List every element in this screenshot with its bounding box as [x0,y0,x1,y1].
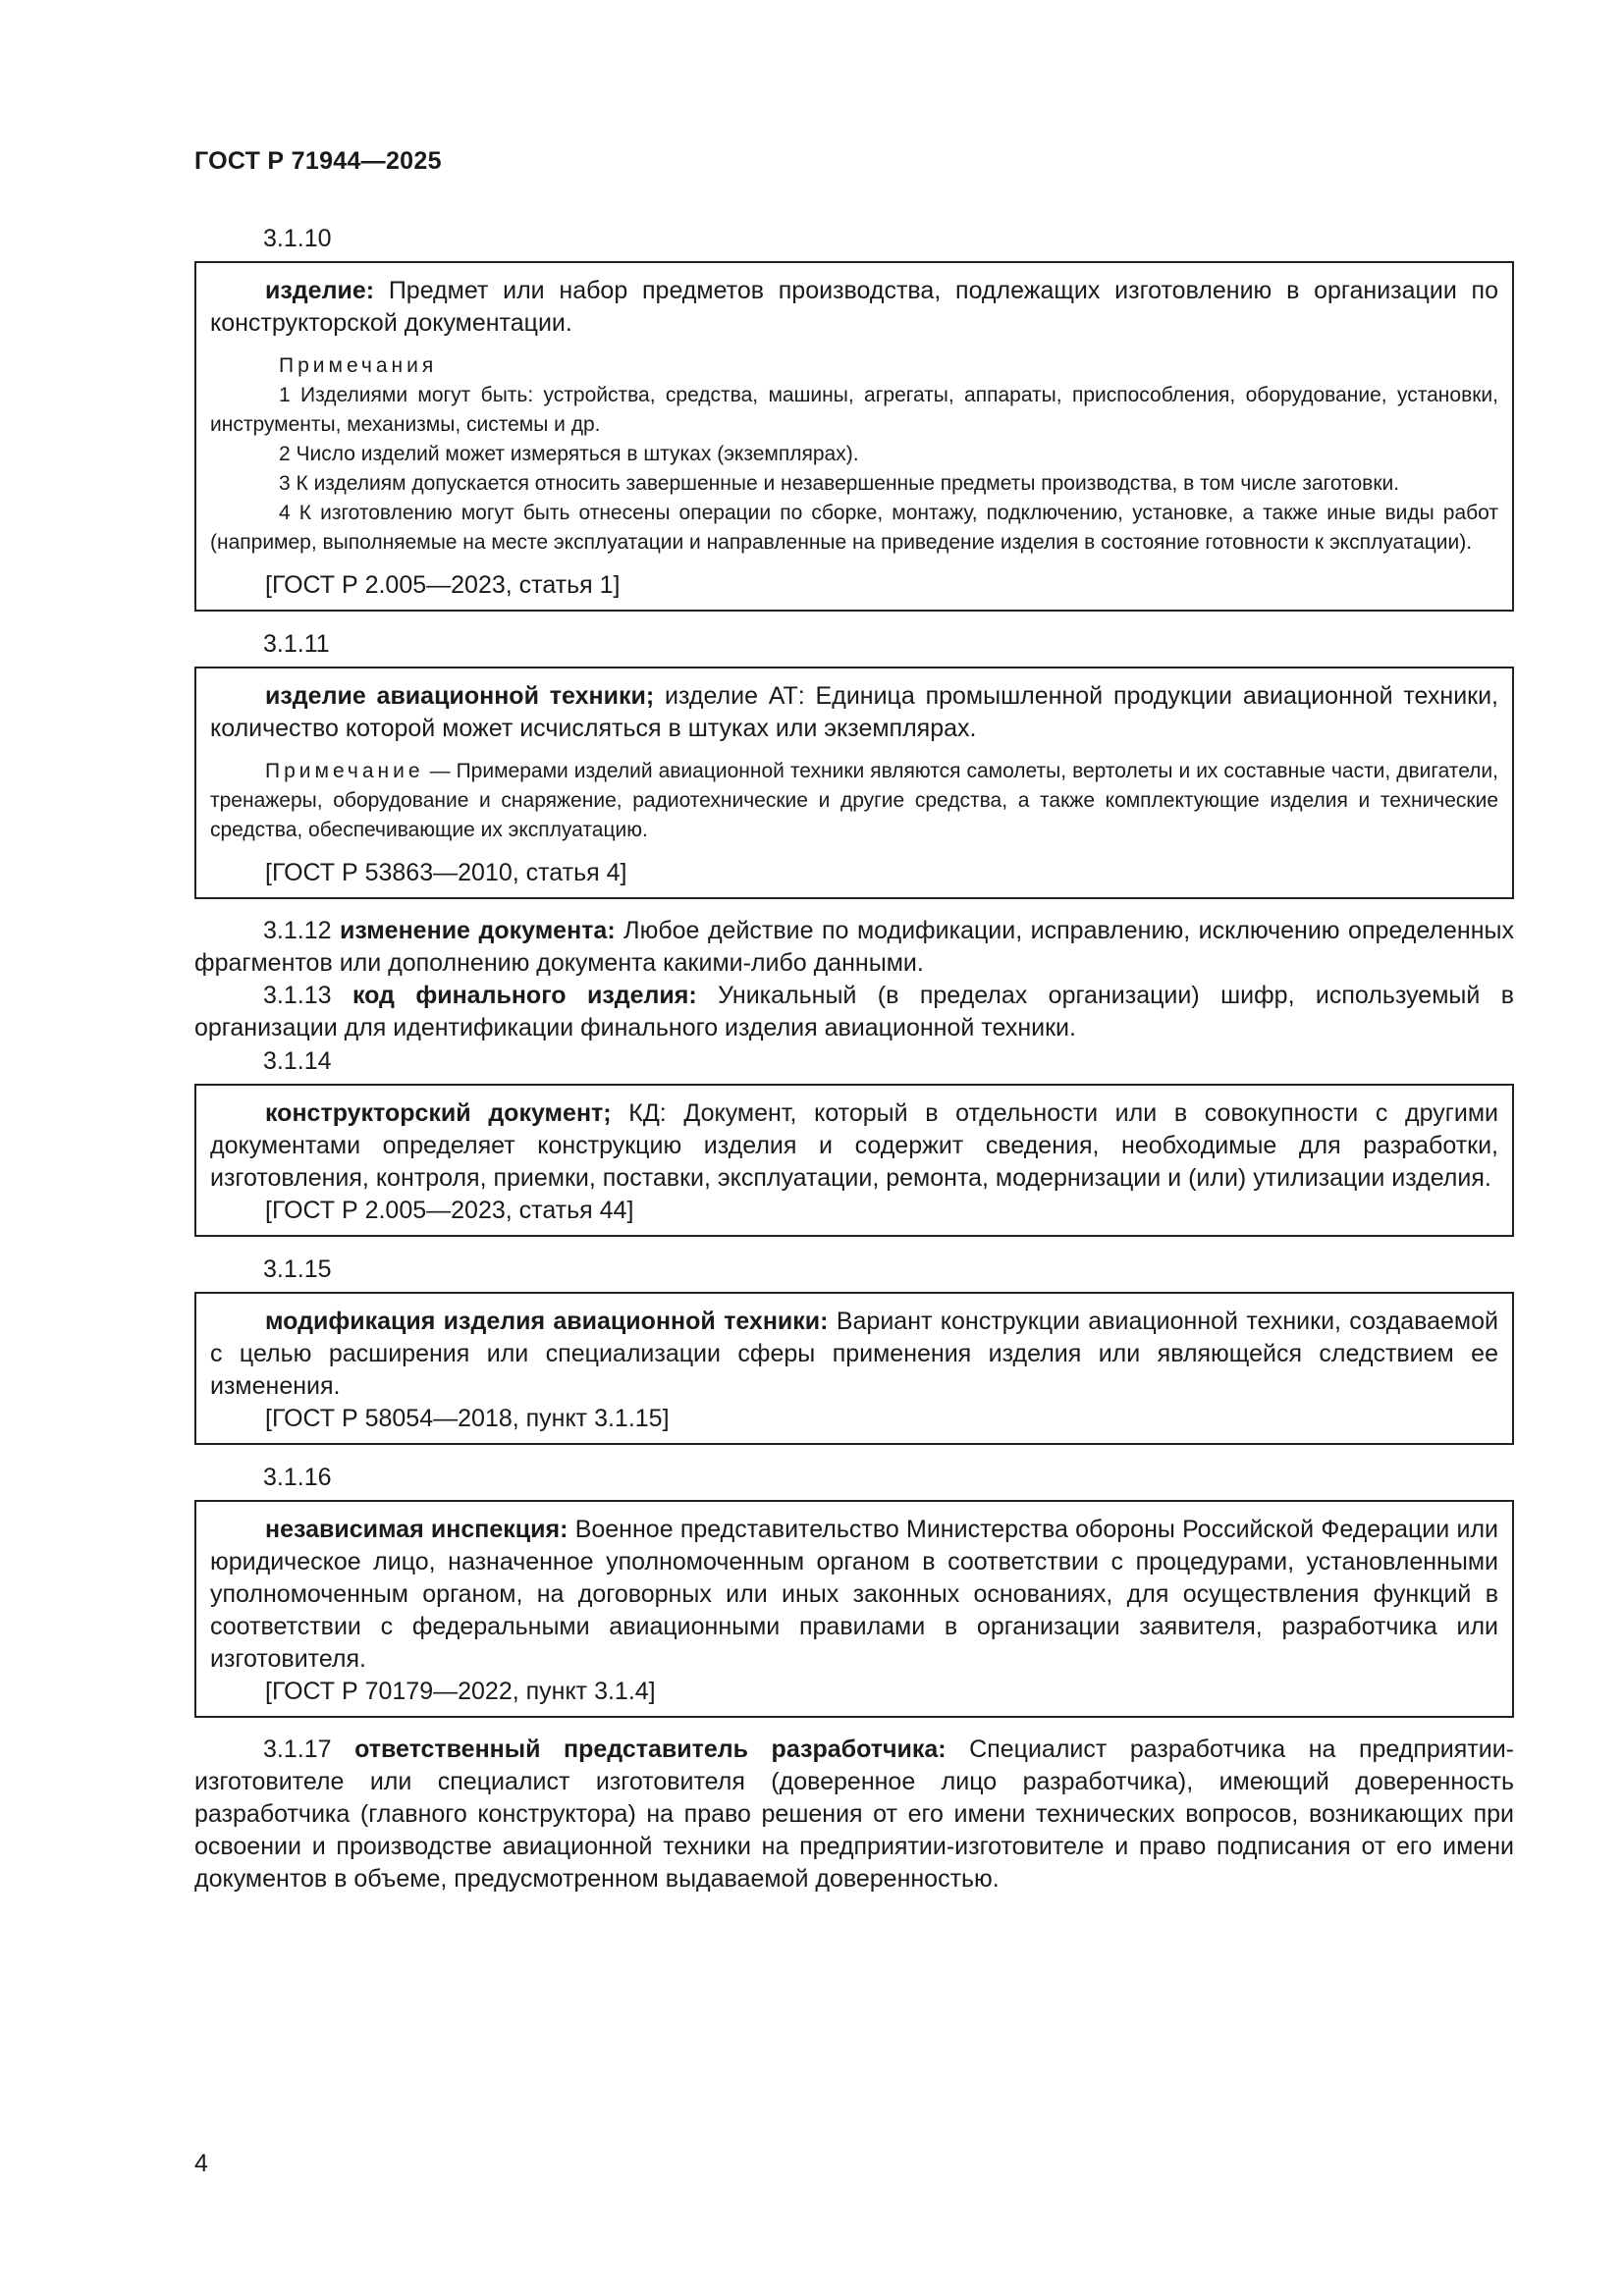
term-paragraph [194,980,1514,1044]
term-paragraph [194,915,1514,980]
document-header: ГОСТ Р 71944—2025 [194,147,442,175]
entry-number: 3.1.17 [263,1735,332,1763]
source-reference: [ГОСТ Р 2.005—2023, статья 1] [265,571,621,599]
note [210,757,1498,845]
source-reference: [ГОСТ Р 2.005—2023, статья 44] [265,1197,634,1224]
note-item: 3 К изделиям допускается относить завершенные и незавершенные предметы производства, в том числе заготовки. [279,472,1400,495]
term: изменение документа: [340,917,616,944]
source-reference: [ГОСТ Р 58054—2018, пункт 3.1.15] [265,1405,670,1432]
definition [210,275,1498,340]
term-box [194,1500,1514,1718]
term: конструкторский документ; [265,1099,612,1127]
note-text: — Примерами изделий авиационной техники являются самолеты, вертолеты и их составные части, двигатели, тренажеры, оборудование и снаряжение, радиотехнические и другие средства, а также комплектующие изделия и технические средства, обеспечивающие их эксплуатацию. [210,760,1498,841]
note-item: 1 Изделиями могут быть: устройства, средства, машины, агрегаты, аппараты, приспособления, оборудование, установки, инструменты, механизмы, системы и др. [210,384,1498,436]
definition-text: Предмет или набор предметов производства, подлежащих изготовлению в организации по конструкторской документации. [210,277,1498,337]
document-body [194,222,1514,1896]
definition [210,1514,1498,1676]
term: код финального изделия: [352,982,697,1009]
entry-number: 3.1.14 [263,1047,332,1075]
notes-title: Примечания [279,354,438,377]
definition-text: Любое действие по модификации, исправлению, исключению определенных фрагментов или дополнению документа какими-либо данными. [194,917,1514,977]
entry-number: 3.1.11 [263,630,330,658]
definition-text: Уникальный (в пределах организации) шифр, используемый в организации для идентификации финального изделия авиационной техники. [194,982,1515,1041]
entry-number: 3.1.16 [263,1464,332,1491]
note-item: 4 К изготовлению могут быть отнесены операции по сборке, монтажу, подключению, установке, а также иные виды работ (например, выполняемые на месте эксплуатации и направленные на приведение изделия в состояние готовности к эксплуатации). [210,502,1498,554]
page-number: 4 [194,2150,208,2177]
definition [210,680,1498,745]
definition-text: Специалист разработчика на предприятии-изготовителе или специалист изготовителя (доверенное лицо разработчика), имеющий доверенность разработчика (главного конструктора) на право решения от его имени технических вопросов, возникающих при освоении и производстве авиационной техники на предприятии-изготовителе и право подписания от его имени документов в объеме, предусмотренном выдаваемой доверенностью. [194,1735,1514,1893]
definition-text: КД: Документ, который в отдельности или в совокупности с другими документами определяет конструкцию изделия и содержит сведения, необходимые для разработки, изготовления, контроля, приемки, поставки, эксплуатации, ремонта, модернизации и (или) утилизации изделия. [210,1099,1498,1192]
definition [210,1306,1498,1403]
source-reference: [ГОСТ Р 70179—2022, пункт 3.1.4] [265,1678,656,1705]
entry-number: 3.1.12 [263,917,332,944]
entry-number: 3.1.15 [263,1255,332,1283]
note-label: Примечание [265,760,424,782]
term-box [194,261,1514,612]
source-reference: [ГОСТ Р 53863—2010, статья 4] [265,859,627,886]
term: независимая инспекция: [265,1516,568,1543]
definition [210,1097,1498,1195]
term-paragraph [194,1734,1514,1896]
term: изделие авиационной техники; [265,682,655,710]
term: изделие: [265,277,375,304]
definition-text: Военное представительство Министерства обороны Российской Федерации или юридическое лицо, назначенное уполномоченным органом в соответствии с процедурами, установленными уполномоченным органом, на договорных или иных законных основаниях, для осуществления функций в соответствии с федеральными авиационными правилами в организации заявителя, разработчика или изготовителя. [210,1516,1498,1673]
term-box [194,1084,1514,1237]
term-box [194,1292,1514,1445]
term: ответственный представитель разработчика: [354,1735,947,1763]
definition-text: Вариант конструкции авиационной техники, создаваемой с целью расширения или специализации сферы применения изделия или являющейся следствием ее изменения. [210,1308,1498,1400]
definition-text: изделие АТ: Единица промышленной продукции авиационной техники, количество которой может исчисляться в штуках или экземплярах. [210,682,1499,742]
entry-number: 3.1.13 [263,982,332,1009]
note-item: 2 Число изделий может измеряться в штуках (экземплярах). [279,443,859,465]
term-box [194,667,1514,899]
entry-number: 3.1.10 [263,225,332,252]
term: модификация изделия авиационной техники: [265,1308,829,1335]
